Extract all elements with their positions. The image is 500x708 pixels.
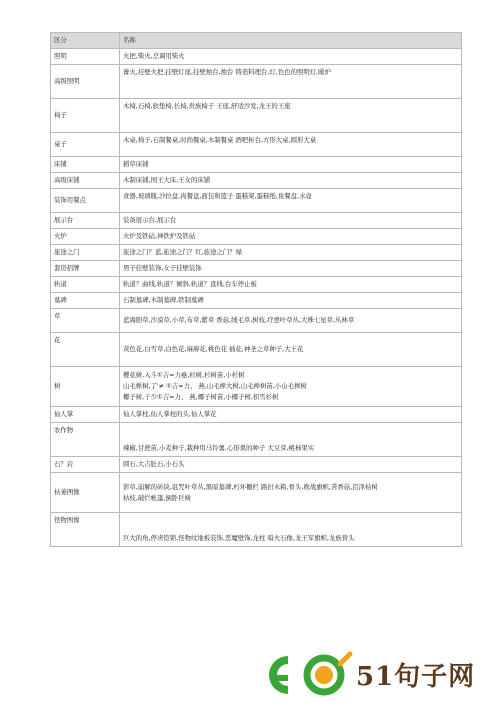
table-row [51, 133, 462, 157]
table-row [51, 473, 462, 513]
table-row [51, 189, 462, 213]
row-category: 花 [51, 333, 120, 367]
row-name-line: 椰子树,干少①吉=力、 燕,椰子树苗,小椰子树,枳雪杉树 [123, 393, 279, 401]
table-header-row [51, 33, 462, 49]
row-category: 照明 [51, 49, 120, 65]
watermark-text: 51句子网 [356, 662, 476, 692]
table-row [51, 49, 462, 65]
row-name-line: 山毛榉树,了'≠ ①吉=力、 燕,山毛榉大树,山毛榉树苗,小山毛榉树 [123, 382, 307, 390]
row-name: 木桌,椅子,石制餐桌,时尚餐桌,木制餐桌 酒吧柜台,方形大桌,圆形大桌 [120, 133, 462, 157]
table-row [51, 173, 462, 189]
row-category: 轨道 [51, 277, 120, 293]
table-row [51, 423, 462, 457]
table-row [51, 277, 462, 293]
row-name: 轨道？曲线,轨道？倾斜,轨道？直线,台车停止板 [120, 277, 462, 293]
table-row [51, 333, 462, 367]
row-name: 食器,玻璃瓶,沙拉盘,肉餐盘,面包和篮子 蛋糕架,蛋糕纸,鱼餐盘,水壶 [120, 189, 462, 213]
row-category: 树 [51, 367, 120, 407]
row-name [120, 473, 462, 513]
row-name-line: 枯枝,破烂帐篷,倒卧巨树 [123, 493, 191, 502]
row-name: 石制墓碑,木制墓碑,铁制墓碑 [120, 293, 462, 309]
row-name: 仙人掌柱,仙人掌柱的头,仙人掌花 [120, 407, 462, 423]
row-name [120, 367, 462, 407]
row-name: 木椅,石椅,软垫椅,长椅,贵族椅子 王座,舒适沙发,龙王的王座 [120, 99, 462, 133]
row-name: 篝火,挂壁火把,挂壁灯座,挂壁烛台,烛台 铸造料理台,灯,色色的照明灯,暖炉 [120, 65, 462, 99]
row-name-line: 影草,崩解的砖块,诅咒叶草丛,黑暗墓碑,朽坏栅栏 路旧木箱,骨头,败战旗帜,苦香菇,沼泽枯树 [123, 482, 378, 491]
site-watermark [258, 650, 498, 700]
table-row [51, 293, 462, 309]
row-category: 高级照明 [51, 65, 120, 99]
row-category: 草 [51, 309, 120, 333]
table-row [51, 213, 462, 229]
table-row [51, 261, 462, 277]
row-category: 套房招牌 [51, 261, 120, 277]
row-name: 黄色花,白雪草,白色花,麻痹花,桃色花 插花,神圣之草种子,大王花 [120, 333, 462, 367]
header-name: 名称 [120, 33, 462, 49]
row-name: 蓝海胆草,沙漠草,小草,布草,紫草 香菇,绒毛草,树枝,疗愈叶草丛,大株七星草,丛林草 [120, 309, 462, 333]
table-row [51, 457, 462, 473]
row-category: 椅子 [51, 99, 120, 133]
row-name: 火把,柴火,烹调用柴火 [120, 49, 462, 65]
row-category: 枯萎图像 [51, 473, 120, 513]
row-category: 桌子 [51, 133, 120, 157]
row-name: 圆石,大吉肚石,小石头 [120, 457, 462, 473]
table-row [51, 309, 462, 333]
row-name: 辣椒,甘蔗苗,小麦种子,栽种用马铃薯,心形果的种子 大豆芽,桃柿果实 [120, 423, 462, 457]
item-table [50, 32, 462, 547]
table-row [51, 245, 462, 261]
row-category: 展示台 [51, 213, 120, 229]
row-category: 怪物图像 [51, 513, 120, 547]
table-row [51, 157, 462, 173]
table-row [51, 367, 462, 407]
row-category: 石？岩 [51, 457, 120, 473]
table-row [51, 229, 462, 245]
table-row [51, 65, 462, 99]
row-name-line: 樱花树,入斗①吉=力癌,杉树,杉树苗,小杉树 [123, 371, 245, 379]
row-category: 高级床铺 [51, 173, 120, 189]
row-name: 巨大的角,停虏铠锁,怪物纹地板装饰,恶魔壁饰,龙柱 暗火石像,龙王军旗帜,龙族骨头 [120, 513, 462, 547]
header-category: 区分 [51, 33, 120, 49]
row-name: 男子挂壁装饰,女子挂壁装饰 [120, 261, 462, 277]
row-name: 装备展示台,展示台 [120, 213, 462, 229]
table-row [51, 99, 462, 133]
table-row [51, 513, 462, 547]
row-category: 火炉 [51, 229, 120, 245]
row-name: 旅途之门？蓝,旅途之门？红,旅途之门？绿 [120, 245, 462, 261]
green-orange-circle-logo-icon [258, 650, 354, 700]
row-category: 仙人掌 [51, 407, 120, 423]
row-category: 装饰用餐点 [51, 189, 120, 213]
table-row [51, 407, 462, 423]
row-category: 墓碑 [51, 293, 120, 309]
item-table-sheet [50, 32, 462, 547]
row-category: 旅途之门 [51, 245, 120, 261]
row-name: 稻草床铺 [120, 157, 462, 173]
row-category: 农作物 [51, 423, 120, 457]
row-name: 木制床铺,国王大床,王女的床铺 [120, 173, 462, 189]
row-name: 火炉及铁砧,神铁炉及铁砧 [120, 229, 462, 245]
row-category: 床铺 [51, 157, 120, 173]
